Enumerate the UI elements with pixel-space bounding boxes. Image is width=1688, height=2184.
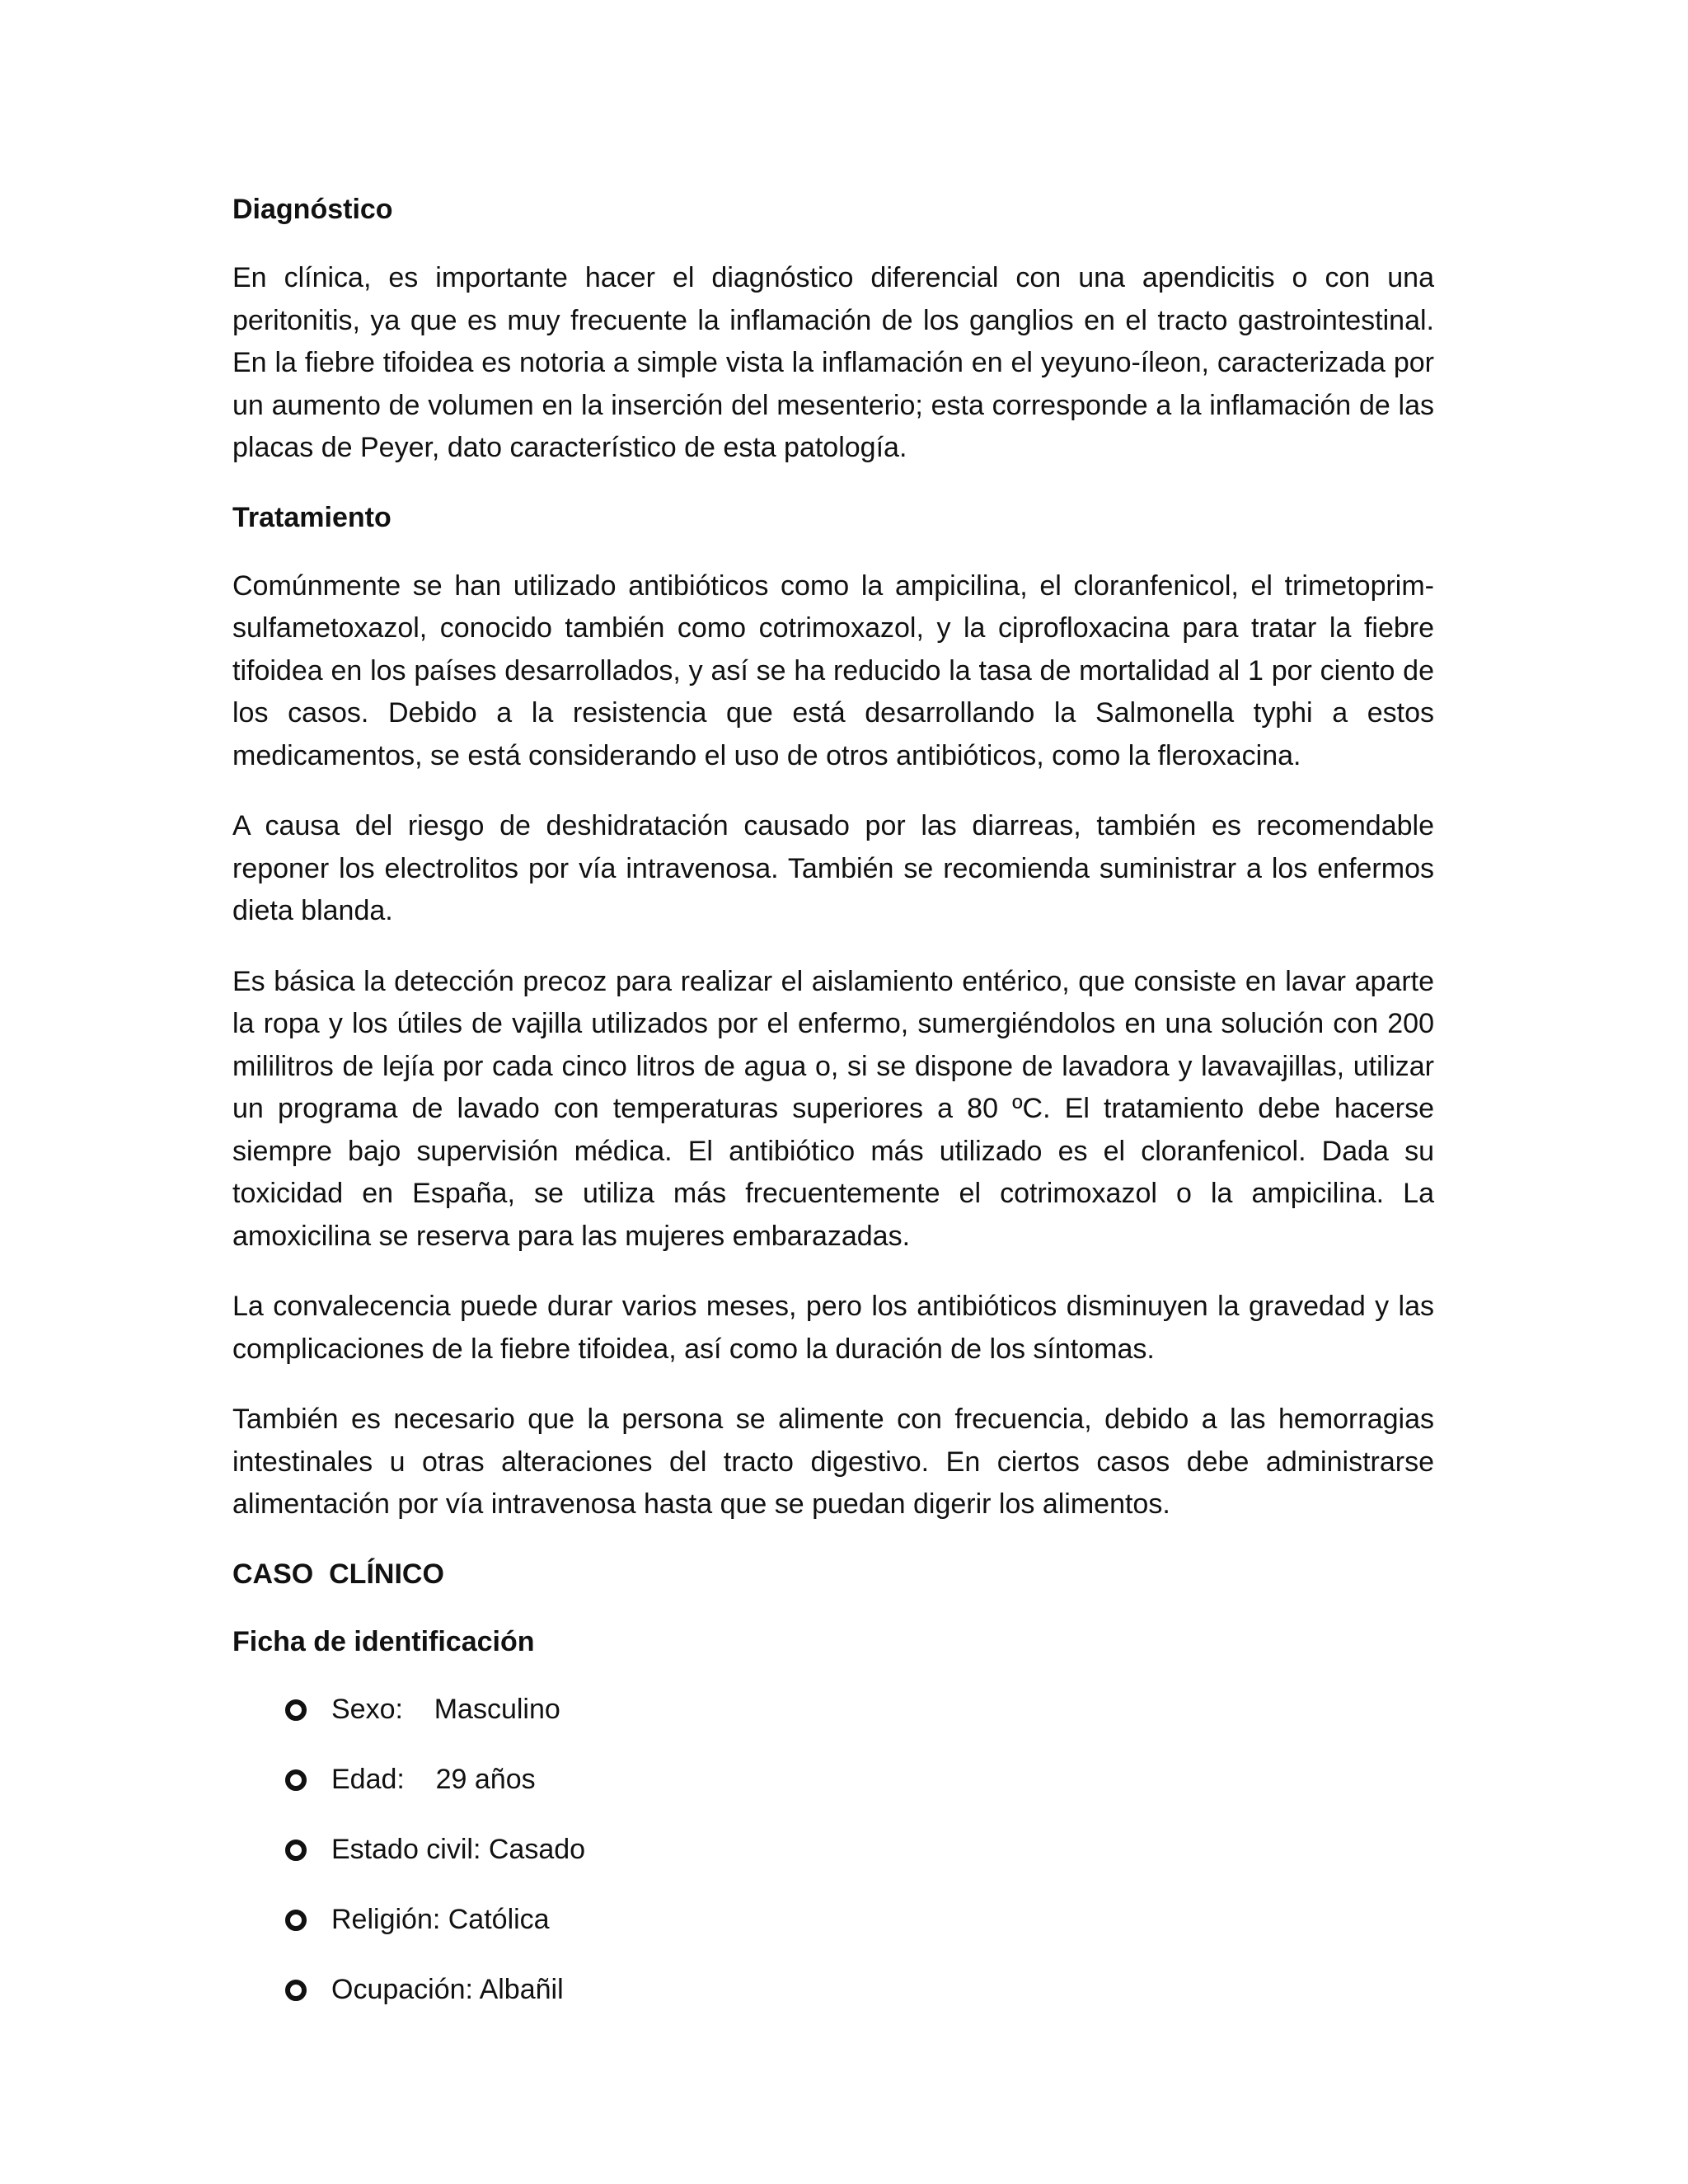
section-heading-diagnostico: Diagnóstico (232, 194, 393, 225)
list-item-estado-civil (232, 1830, 1434, 1869)
document-page (232, 190, 1434, 2040)
list-item-sexo (232, 1690, 1434, 1729)
identification-list (232, 1690, 1434, 2009)
paragraph-tratamiento-convalecencia: La convalecencia puede durar varios meses, pero los antibióticos disminuyen la gravedad y las complicaciones de la fiebre tifoidea, así como la duración de los síntomas. (232, 1291, 1434, 1365)
circle-bullet-icon (285, 1699, 307, 1721)
section-heading-caso-clinico: CASO CLÍNICO (232, 1558, 444, 1590)
list-item-text: Sexo: Masculino (331, 1693, 560, 1725)
circle-bullet-icon (285, 1769, 307, 1791)
list-item-text: Ocupación: Albañil (331, 1973, 564, 2005)
circle-bullet-icon (285, 1910, 307, 1931)
list-item-text: Edad: 29 años (331, 1763, 536, 1795)
circle-bullet-icon (285, 1840, 307, 1861)
paragraph-tratamiento-alimentacion: También es necesario que la persona se alimente con frecuencia, debido a las hemorragias intestinales u otras alteraciones del tracto digestivo. En ciertos casos debe administrarse alimentación por vía intravenosa hasta que se puedan digerir los alimentos. (232, 1404, 1434, 1520)
paragraph-tratamiento-deshidratacion: A causa del riesgo de deshidratación causado por las diarreas, también es recomendable reponer los electrolitos por vía intravenosa. También se recomienda suministrar a los enfermos dieta blanda. (232, 810, 1434, 926)
circle-bullet-icon (285, 1980, 307, 2001)
paragraph-tratamiento-antibioticos: Comúnmente se han utilizado antibióticos como la ampicilina, el cloranfenicol, el trimetoprim-sulfametoxazol, conocido también como cotrimoxazol, y la ciprofloxacina para tratar la fiebre tifoidea en los países desarrollados, y así se ha reducido la tasa de mortalidad al 1 por ciento de los casos. Debido a la resistencia que está desarrollando la Salmonella typhi a estos medicamentos, se está considerando el uso de otros antibióticos, como la fleroxacina. (232, 569, 1434, 771)
paragraph-tratamiento-aislamiento: Es básica la detección precoz para realizar el aislamiento entérico, que consiste en lavar aparte la ropa y los útiles de vajilla utilizados por el enfermo, sumergiéndolos en una solución con 200 mililitros de lejía por cada cinco litros de agua o, si se dispone de lavadora y lavavajillas, utilizar un programa de lavado con temperaturas superiores a 80 ºC. El tratamiento debe hacerse siempre bajo supervisión médica. El antibiótico más utilizado es el cloranfenicol. Dada su toxicidad en España, se utiliza más frecuentemente el cotrimoxazol o la ampicilina. La amoxicilina se reserva para las mujeres embarazadas. (232, 965, 1434, 1252)
list-item-ocupacion (232, 1970, 1434, 2009)
section-heading-tratamiento: Tratamiento (232, 501, 392, 533)
list-item-text: Estado civil: Casado (331, 1833, 586, 1865)
list-item-religion (232, 1900, 1434, 1939)
section-heading-ficha-identificacion: Ficha de identificación (232, 1625, 535, 1657)
list-item-text: Religión: Católica (331, 1903, 550, 1935)
list-item-edad (232, 1760, 1434, 1799)
paragraph-diagnostico: En clínica, es importante hacer el diagnóstico diferencial con una apendicitis o con una peritonitis, ya que es muy frecuente la inflamación de los ganglios en el tracto gastrointestinal. En la fiebre tifoidea es notoria a simple vista la inflamación en el yeyuno-íleon, caracterizada por un aumento de volumen en la inserción del mesenterio; esta corresponde a la inflamación de las placas de Peyer, dato característico de esta patología. (232, 262, 1434, 463)
